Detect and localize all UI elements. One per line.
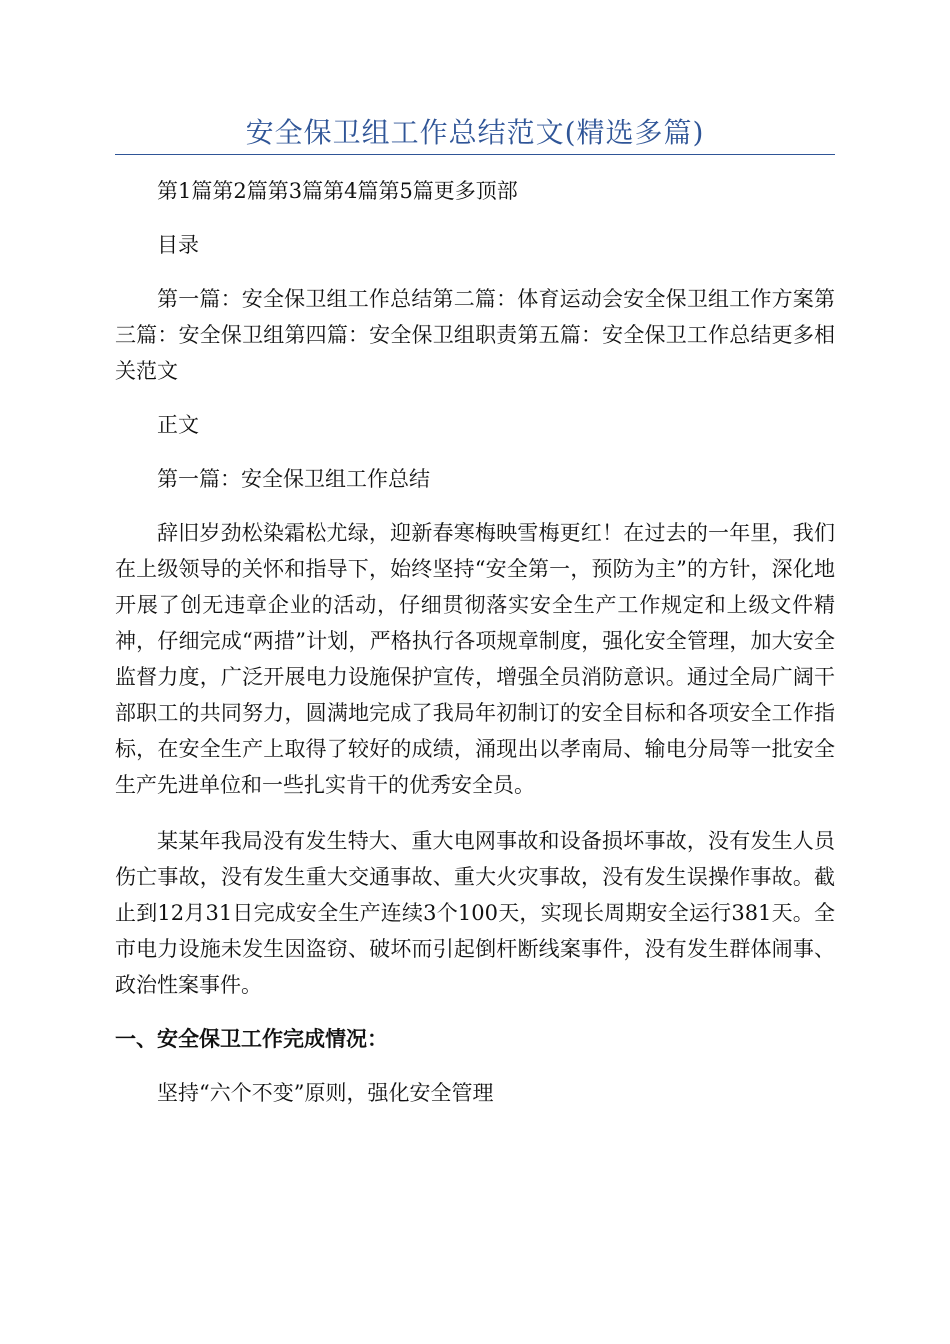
document-body: [115, 173, 835, 1111]
toc-label: 目录: [157, 233, 199, 257]
paragraph-2: 某某年我局没有发生特大、重大电网事故和设备损坏事故，没有发生人员伤亡事故，没有发生重大交通事故、重大火灾事故，没有发生误操作事故。截止到12月31日完成安全生产连续3个100天，实现长周期安全运行381天。全市电力设施未发生因盗窃、破坏而引起倒杆断线案事件，没有发生群体闹事、政治性案事件。: [115, 829, 835, 997]
body-label: 正文: [157, 413, 199, 437]
heading-1: 一、安全保卫工作完成情况：: [115, 1026, 388, 1051]
title-underline: [115, 154, 835, 155]
toc-text: 第一篇：安全保卫组工作总结第二篇：体育运动会安全保卫组工作方案第三篇：安全保卫组第四篇：安全保卫组职责第五篇：安全保卫工作总结更多相关范文: [115, 287, 835, 383]
paragraph-1: 辞旧岁劲松染霜松尤绿，迎新春寒梅映雪梅更红！在过去的一年里，我们在上级领导的关怀和指导下，始终坚持“安全第一，预防为主”的方针，深化地开展了创无违章企业的活动，仔细贯彻落实安全生产工作规定和上级文件精神，仔细完成“两措”计划，严格执行各项规章制度，强化安全管理，加大安全监督力度，广泛开展电力设施保护宣传，增强全员消防意识。通过全局广阔干部职工的共同努力，圆满地完成了我局年初制订的安全目标和各项安全工作指标，在安全生产上取得了较好的成绩，涌现出以孝南局、输电分局等一批安全生产先进单位和一些扎实肯干的优秀安全员。: [115, 521, 835, 797]
document-title: 安全保卫组工作总结范文(精选多篇): [245, 116, 705, 149]
nav-line: 第1篇第2篇第3篇第4篇第5篇更多顶部: [157, 179, 518, 203]
section-title: 第一篇：安全保卫组工作总结: [157, 467, 430, 491]
paragraph-3: 坚持“六个不变”原则，强化安全管理: [157, 1081, 494, 1105]
